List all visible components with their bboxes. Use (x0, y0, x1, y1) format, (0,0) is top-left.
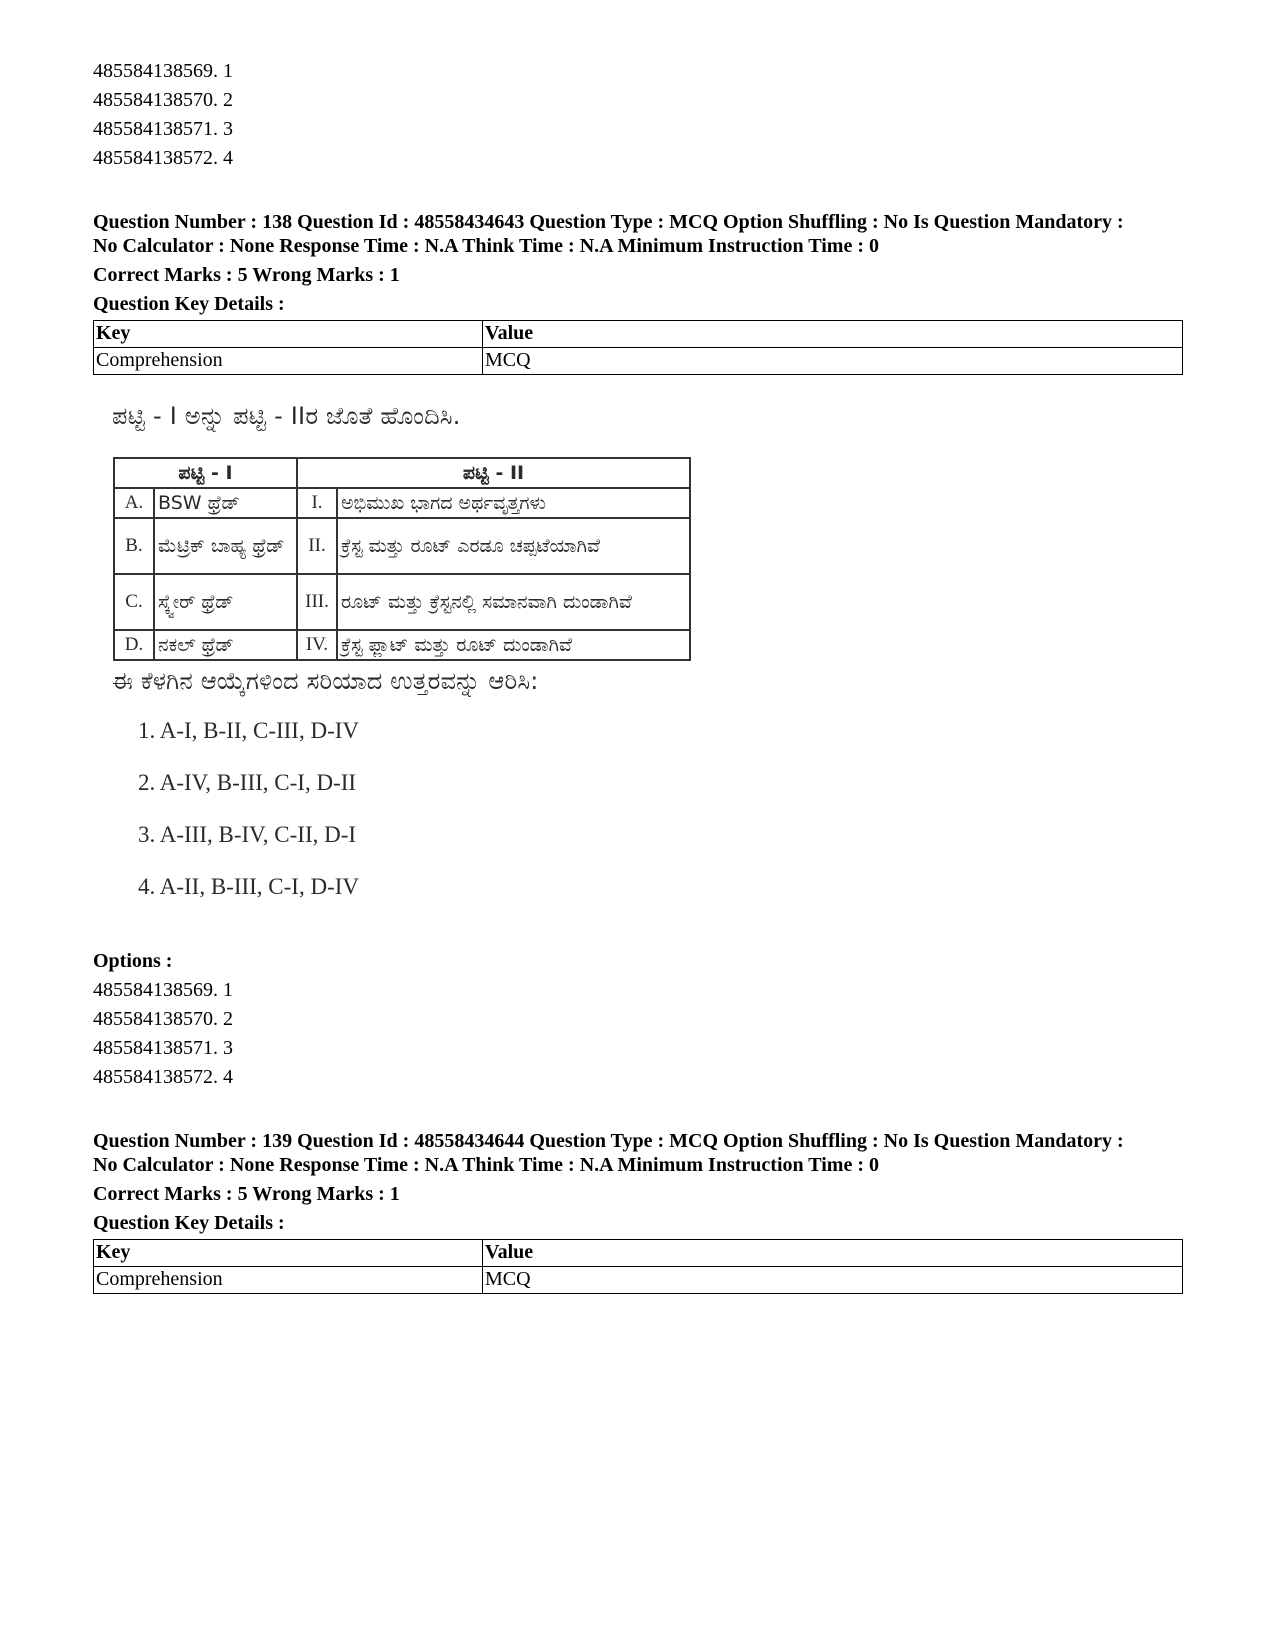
match-col1-header: ಪಟ್ಟಿ - I (114, 458, 297, 488)
match-label: II. (297, 518, 337, 574)
match-item: ಸ್ಕ್ವೇರ್ ಥ್ರೆಡ್ (154, 574, 297, 630)
match-col2-header: ಪಟ್ಟಿ - II (297, 458, 690, 488)
value-header: Value (483, 1240, 1183, 1267)
match-item: ಅಭಿಮುಖ ಭಾಗದ ಅರ್ಥವೃತ್ತಗಳು (337, 488, 690, 518)
table-row (94, 1267, 1183, 1294)
value-header: Value (483, 321, 1183, 348)
q139-header-line1: Question Number : 139 Question Id : 48558434644 Question Type : MCQ Option Shuffling : No Is Question Mandatory : (93, 1130, 1124, 1152)
option-3: 485584138571. 3 (93, 1037, 233, 1059)
q139-key-table (93, 1239, 1183, 1294)
match-item: ಕ್ರೆಸ್ಟ ಮತ್ತು ರೂಟ್ ಎರಡೂ ಚಪ್ಪಟೆಯಾಗಿವೆ (337, 518, 690, 574)
key-cell: Comprehension (94, 1267, 483, 1294)
match-label: I. (297, 488, 337, 518)
table-row (94, 321, 1183, 348)
value-cell: MCQ (483, 348, 1183, 375)
match-table (113, 457, 691, 661)
question-image (108, 402, 708, 942)
match-label: B. (114, 518, 154, 574)
match-label: C. (114, 574, 154, 630)
q138-header-line1: Question Number : 138 Question Id : 48558434643 Question Type : MCQ Option Shuffling : No Is Question Mandatory : (93, 211, 1124, 233)
choose-instruction: ಈ ಕೆಳಗಿನ ಆಯ್ಕೆಗಳಿಂದ ಸರಿಯಾದ ಉತ್ತರವನ್ನು ಆರಿಸಿ: (112, 667, 539, 695)
match-item: ನಕಲ್ ಥ್ರೆಡ್ (154, 630, 297, 660)
match-label: IV. (297, 630, 337, 660)
choice-3: 3. A-III, B-IV, C-II, D-I (138, 822, 357, 847)
table-row (114, 574, 690, 630)
option-4: 485584138572. 4 (93, 1066, 233, 1088)
key-header: Key (94, 321, 483, 348)
table-row (114, 518, 690, 574)
option-2: 485584138570. 2 (93, 1008, 233, 1030)
q138-marks: Correct Marks : 5 Wrong Marks : 1 (93, 264, 400, 286)
q138-key-table (93, 320, 1183, 375)
choice-2: 2. A-IV, B-III, C-I, D-II (138, 770, 357, 795)
q138-header-line2: No Calculator : None Response Time : N.A Think Time : N.A Minimum Instruction Time : 0 (93, 235, 879, 257)
options-label: Options : (93, 950, 173, 972)
table-row (114, 488, 690, 518)
match-label: A. (114, 488, 154, 518)
match-item: ಮೆಟ್ರಿಕ್ ಬಾಹ್ಯ ಥ್ರೆಡ್ (154, 518, 297, 574)
key-cell: Comprehension (94, 348, 483, 375)
match-item: BSW ಥ್ರೆಡ್ (154, 488, 297, 518)
choice-4: 4. A-II, B-III, C-I, D-IV (138, 874, 359, 899)
q139-header-line2: No Calculator : None Response Time : N.A Think Time : N.A Minimum Instruction Time : 0 (93, 1154, 879, 1176)
match-item: ಕ್ರೆಸ್ಟ ಫ್ಲಾಟ್ ಮತ್ತು ರೂಟ್ ದುಂಡಾಗಿವೆ (337, 630, 690, 660)
q138-key-details-label: Question Key Details : (93, 293, 285, 315)
match-label: III. (297, 574, 337, 630)
match-item: ರೂಟ್ ಮತ್ತು ಕ್ರೆಸ್ಟನಲ್ಲಿ ಸಮಾನವಾಗಿ ದುಂಡಾಗಿವೆ (337, 574, 690, 630)
prev-option-1: 485584138569. 1 (93, 60, 233, 82)
table-row (114, 458, 690, 488)
question-instruction: ಪಟ್ಟಿ - I ಅನ್ನು ಪಟ್ಟಿ - IIರ ಜೊತೆ ಹೊಂದಿಸಿ. (112, 402, 461, 430)
table-row (94, 1240, 1183, 1267)
match-label: D. (114, 630, 154, 660)
q139-key-details-label: Question Key Details : (93, 1212, 285, 1234)
table-row (114, 630, 690, 660)
prev-option-3: 485584138571. 3 (93, 118, 233, 140)
key-header: Key (94, 1240, 483, 1267)
choice-1: 1. A-I, B-II, C-III, D-IV (138, 718, 359, 743)
value-cell: MCQ (483, 1267, 1183, 1294)
prev-option-4: 485584138572. 4 (93, 147, 233, 169)
option-1: 485584138569. 1 (93, 979, 233, 1001)
prev-option-2: 485584138570. 2 (93, 89, 233, 111)
q139-marks: Correct Marks : 5 Wrong Marks : 1 (93, 1183, 400, 1205)
table-row (94, 348, 1183, 375)
